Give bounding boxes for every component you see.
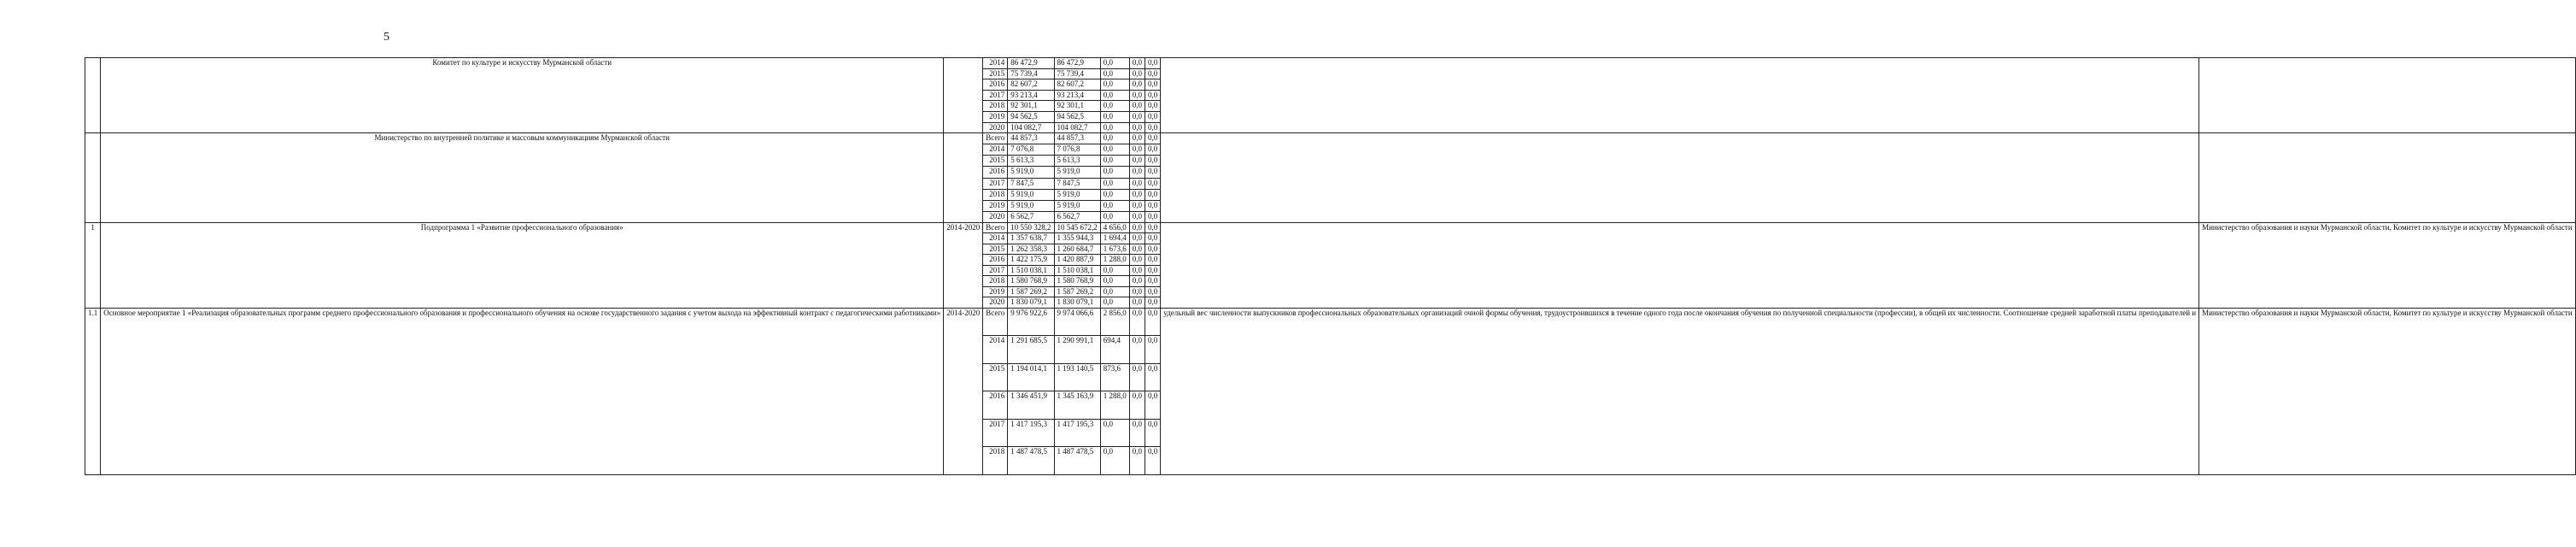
- other-sources-cell: 0,0: [1145, 178, 1161, 189]
- indicator-cell: удельный вес численности выпускников профессиональных образовательных организаций очной формы обучения, трудоустроившихся в течение одного года после окончания обучения по полученной специальности (профессии), в общей их численности. Соотношение средней заработной платы преподавателей и: [1161, 308, 2199, 474]
- federal-budget-cell: 1 694,4: [1100, 233, 1129, 244]
- local-budget-cell: 0,0: [1129, 419, 1145, 447]
- local-budget-cell: 0,0: [1129, 244, 1145, 255]
- federal-budget-cell: 1 288,0: [1100, 255, 1129, 266]
- other-sources-cell: 0,0: [1145, 447, 1161, 475]
- total-cell: 1 291 685,5: [1008, 336, 1054, 364]
- row-name: Комитет по культуре и искусству Мурманской области: [101, 58, 944, 133]
- local-budget-cell: 0,0: [1129, 255, 1145, 266]
- other-sources-cell: 0,0: [1145, 286, 1161, 297]
- federal-budget-cell: 0,0: [1100, 58, 1129, 69]
- local-budget-cell: 0,0: [1129, 58, 1145, 69]
- other-sources-cell: 0,0: [1145, 363, 1161, 391]
- year-cell: 2015: [983, 156, 1008, 167]
- local-budget-cell: 0,0: [1129, 122, 1145, 133]
- regional-budget-cell: 92 301,1: [1054, 101, 1100, 112]
- row-number: 1: [85, 222, 101, 308]
- local-budget-cell: 0,0: [1129, 276, 1145, 287]
- local-budget-cell: 0,0: [1129, 79, 1145, 91]
- year-cell: 2014: [983, 336, 1008, 364]
- year-cell: 2019: [983, 200, 1008, 211]
- total-cell: 5 919,0: [1008, 200, 1054, 211]
- total-cell: 5 919,0: [1008, 189, 1054, 200]
- local-budget-cell: 0,0: [1129, 178, 1145, 189]
- local-budget-cell: 0,0: [1129, 68, 1145, 79]
- regional-budget-cell: 1 345 163,9: [1054, 391, 1100, 420]
- total-cell: 10 550 328,2: [1008, 222, 1054, 233]
- row-name: Министерство по внутренней политике и массовым коммуникациям Мурманской области: [101, 133, 944, 223]
- regional-budget-cell: 1 355 944,3: [1054, 233, 1100, 244]
- row-number: 1.1: [85, 308, 101, 474]
- local-budget-cell: 0,0: [1129, 286, 1145, 297]
- regional-budget-cell: 5 919,0: [1054, 167, 1100, 178]
- other-sources-cell: 0,0: [1145, 111, 1161, 122]
- year-cell: 2019: [983, 286, 1008, 297]
- total-cell: 1 262 358,3: [1008, 244, 1054, 255]
- federal-budget-cell: 0,0: [1100, 286, 1129, 297]
- year-cell: 2018: [983, 189, 1008, 200]
- regional-budget-cell: 5 613,3: [1054, 156, 1100, 167]
- other-sources-cell: 0,0: [1145, 336, 1161, 364]
- row-period: 2014-2020: [944, 308, 983, 474]
- local-budget-cell: 0,0: [1129, 156, 1145, 167]
- other-sources-cell: 0,0: [1145, 167, 1161, 178]
- year-cell: 2018: [983, 447, 1008, 475]
- regional-budget-cell: 1 587 269,2: [1054, 286, 1100, 297]
- total-cell: 93 213,4: [1008, 90, 1054, 101]
- table-row: [85, 133, 2576, 144]
- federal-budget-cell: 873,6: [1100, 363, 1129, 391]
- total-cell: 5 613,3: [1008, 156, 1054, 167]
- other-sources-cell: 0,0: [1145, 101, 1161, 112]
- local-budget-cell: 0,0: [1129, 144, 1145, 156]
- total-cell: 7 847,5: [1008, 178, 1054, 189]
- federal-budget-cell: 2 856,0: [1100, 308, 1129, 336]
- row-name: Подпрограмма 1 «Развитие профессионального образования»: [101, 222, 944, 308]
- total-cell: 6 562,7: [1008, 211, 1054, 222]
- total-cell: 1 417 195,3: [1008, 419, 1054, 447]
- year-cell: 2020: [983, 122, 1008, 133]
- year-cell: 2015: [983, 363, 1008, 391]
- total-cell: 1 830 079,1: [1008, 297, 1054, 309]
- federal-budget-cell: 0,0: [1100, 122, 1129, 133]
- regional-budget-cell: 5 919,0: [1054, 200, 1100, 211]
- other-sources-cell: 0,0: [1145, 211, 1161, 222]
- other-sources-cell: 0,0: [1145, 156, 1161, 167]
- other-sources-cell: 0,0: [1145, 200, 1161, 211]
- total-cell: 1 357 638,7: [1008, 233, 1054, 244]
- local-budget-cell: 0,0: [1129, 90, 1145, 101]
- total-cell: 5 919,0: [1008, 167, 1054, 178]
- year-cell: 2020: [983, 211, 1008, 222]
- total-cell: 1 587 269,2: [1008, 286, 1054, 297]
- federal-budget-cell: 0,0: [1100, 68, 1129, 79]
- year-cell: 2020: [983, 297, 1008, 309]
- row-period: [944, 133, 983, 223]
- executor-cell: [2199, 58, 2576, 133]
- federal-budget-cell: 0,0: [1100, 211, 1129, 222]
- federal-budget-cell: 0,0: [1100, 189, 1129, 200]
- indicator-cell: [1161, 222, 2199, 308]
- year-cell: 2019: [983, 111, 1008, 122]
- regional-budget-cell: 1 830 079,1: [1054, 297, 1100, 309]
- local-budget-cell: 0,0: [1129, 308, 1145, 336]
- total-cell: 9 976 922,6: [1008, 308, 1054, 336]
- other-sources-cell: 0,0: [1145, 144, 1161, 156]
- row-name: Основное мероприятие 1 «Реализация образовательных программ среднего профессионального образования и профессионального обучения на основе государственного задания с учетом выхода на эффективный контракт с педагогическими работниками»: [101, 308, 944, 474]
- regional-budget-cell: 1 580 768,9: [1054, 276, 1100, 287]
- year-cell: 2017: [983, 419, 1008, 447]
- regional-budget-cell: 75 739,4: [1054, 68, 1100, 79]
- year-cell: 2018: [983, 276, 1008, 287]
- federal-budget-cell: 0,0: [1100, 167, 1129, 178]
- other-sources-cell: 0,0: [1145, 244, 1161, 255]
- executor-cell: [2199, 133, 2576, 223]
- regional-budget-cell: 93 213,4: [1054, 90, 1100, 101]
- local-budget-cell: 0,0: [1129, 391, 1145, 420]
- federal-budget-cell: 0,0: [1100, 90, 1129, 101]
- indicator-cell: [1161, 133, 2199, 223]
- regional-budget-cell: 1 193 140,5: [1054, 363, 1100, 391]
- local-budget-cell: 0,0: [1129, 133, 1145, 144]
- regional-budget-cell: 44 857,3: [1054, 133, 1100, 144]
- regional-budget-cell: 1 290 991,1: [1054, 336, 1100, 364]
- regional-budget-cell: 1 417 195,3: [1054, 419, 1100, 447]
- federal-budget-cell: 4 656,0: [1100, 222, 1129, 233]
- year-cell: Всего: [983, 133, 1008, 144]
- other-sources-cell: 0,0: [1145, 391, 1161, 420]
- other-sources-cell: 0,0: [1145, 90, 1161, 101]
- other-sources-cell: 0,0: [1145, 58, 1161, 69]
- federal-budget-cell: 0,0: [1100, 276, 1129, 287]
- local-budget-cell: 0,0: [1129, 189, 1145, 200]
- total-cell: 1 487 478,5: [1008, 447, 1054, 475]
- regional-budget-cell: 104 082,7: [1054, 122, 1100, 133]
- year-cell: 2016: [983, 79, 1008, 91]
- year-cell: 2016: [983, 167, 1008, 178]
- other-sources-cell: 0,0: [1145, 79, 1161, 91]
- total-cell: 94 562,5: [1008, 111, 1054, 122]
- federal-budget-cell: 0,0: [1100, 447, 1129, 475]
- year-cell: 2017: [983, 90, 1008, 101]
- federal-budget-cell: 0,0: [1100, 144, 1129, 156]
- row-number: [85, 133, 101, 223]
- federal-budget-cell: 0,0: [1100, 101, 1129, 112]
- indicator-cell: [1161, 58, 2199, 133]
- local-budget-cell: 0,0: [1129, 167, 1145, 178]
- federal-budget-cell: 0,0: [1100, 265, 1129, 276]
- year-cell: 2018: [983, 101, 1008, 112]
- other-sources-cell: 0,0: [1145, 233, 1161, 244]
- other-sources-cell: 0,0: [1145, 276, 1161, 287]
- year-cell: 2014: [983, 233, 1008, 244]
- other-sources-cell: 0,0: [1145, 68, 1161, 79]
- local-budget-cell: 0,0: [1129, 233, 1145, 244]
- local-budget-cell: 0,0: [1129, 101, 1145, 112]
- page-number: 5: [383, 31, 389, 44]
- row-number: [85, 58, 101, 133]
- federal-budget-cell: 0,0: [1100, 419, 1129, 447]
- regional-budget-cell: 7 076,8: [1054, 144, 1100, 156]
- federal-budget-cell: 1 673,6: [1100, 244, 1129, 255]
- federal-budget-cell: 1 288,0: [1100, 391, 1129, 420]
- other-sources-cell: 0,0: [1145, 189, 1161, 200]
- table-row: [85, 58, 2576, 69]
- regional-budget-cell: 10 545 672,2: [1054, 222, 1100, 233]
- total-cell: 82 607,2: [1008, 79, 1054, 91]
- year-cell: 2017: [983, 265, 1008, 276]
- other-sources-cell: 0,0: [1145, 133, 1161, 144]
- year-cell: 2015: [983, 244, 1008, 255]
- federal-budget-cell: 0,0: [1100, 156, 1129, 167]
- total-cell: 1 346 451,9: [1008, 391, 1054, 420]
- executor-cell: Министерство образования и науки Мурманской области, Комитет по культуре и искусству Мурманской области: [2199, 308, 2576, 474]
- local-budget-cell: 0,0: [1129, 222, 1145, 233]
- regional-budget-cell: 94 562,5: [1054, 111, 1100, 122]
- federal-budget-cell: 0,0: [1100, 79, 1129, 91]
- total-cell: 1 422 175,9: [1008, 255, 1054, 266]
- total-cell: 75 739,4: [1008, 68, 1054, 79]
- row-period: [944, 58, 983, 133]
- year-cell: 2016: [983, 391, 1008, 420]
- federal-budget-cell: 0,0: [1100, 297, 1129, 309]
- total-cell: 104 082,7: [1008, 122, 1054, 133]
- other-sources-cell: 0,0: [1145, 265, 1161, 276]
- total-cell: 1 194 014,1: [1008, 363, 1054, 391]
- table-row: [85, 308, 2576, 336]
- total-cell: 44 857,3: [1008, 133, 1054, 144]
- federal-budget-cell: 694,4: [1100, 336, 1129, 364]
- year-cell: Всего: [983, 222, 1008, 233]
- year-cell: 2014: [983, 144, 1008, 156]
- other-sources-cell: 0,0: [1145, 297, 1161, 309]
- regional-budget-cell: 86 472,9: [1054, 58, 1100, 69]
- local-budget-cell: 0,0: [1129, 297, 1145, 309]
- executor-cell: Министерство образования и науки Мурманской области, Комитет по культуре и искусству Мурманской области: [2199, 222, 2576, 308]
- year-cell: 2014: [983, 58, 1008, 69]
- local-budget-cell: 0,0: [1129, 211, 1145, 222]
- regional-budget-cell: 5 919,0: [1054, 189, 1100, 200]
- year-cell: Всего: [983, 308, 1008, 336]
- regional-budget-cell: 9 974 066,6: [1054, 308, 1100, 336]
- federal-budget-cell: 0,0: [1100, 111, 1129, 122]
- local-budget-cell: 0,0: [1129, 447, 1145, 475]
- year-cell: 2016: [983, 255, 1008, 266]
- federal-budget-cell: 0,0: [1100, 178, 1129, 189]
- regional-budget-cell: 1 510 038,1: [1054, 265, 1100, 276]
- regional-budget-cell: 1 487 478,5: [1054, 447, 1100, 475]
- federal-budget-cell: 0,0: [1100, 133, 1129, 144]
- total-cell: 1 580 768,9: [1008, 276, 1054, 287]
- table-row: [85, 222, 2576, 233]
- local-budget-cell: 0,0: [1129, 336, 1145, 364]
- other-sources-cell: 0,0: [1145, 255, 1161, 266]
- local-budget-cell: 0,0: [1129, 363, 1145, 391]
- local-budget-cell: 0,0: [1129, 200, 1145, 211]
- federal-budget-cell: 0,0: [1100, 200, 1129, 211]
- year-cell: 2017: [983, 178, 1008, 189]
- other-sources-cell: 0,0: [1145, 419, 1161, 447]
- regional-budget-cell: 82 607,2: [1054, 79, 1100, 91]
- other-sources-cell: 0,0: [1145, 308, 1161, 336]
- total-cell: 92 301,1: [1008, 101, 1054, 112]
- regional-budget-cell: 1 260 684,7: [1054, 244, 1100, 255]
- local-budget-cell: 0,0: [1129, 111, 1145, 122]
- total-cell: 7 076,8: [1008, 144, 1054, 156]
- year-cell: 2015: [983, 68, 1008, 79]
- row-period: 2014-2020: [944, 222, 983, 308]
- total-cell: 1 510 038,1: [1008, 265, 1054, 276]
- regional-budget-cell: 6 562,7: [1054, 211, 1100, 222]
- other-sources-cell: 0,0: [1145, 122, 1161, 133]
- total-cell: 86 472,9: [1008, 58, 1054, 69]
- regional-budget-cell: 7 847,5: [1054, 178, 1100, 189]
- budget-table: [85, 57, 2576, 475]
- local-budget-cell: 0,0: [1129, 265, 1145, 276]
- regional-budget-cell: 1 420 887,9: [1054, 255, 1100, 266]
- other-sources-cell: 0,0: [1145, 222, 1161, 233]
